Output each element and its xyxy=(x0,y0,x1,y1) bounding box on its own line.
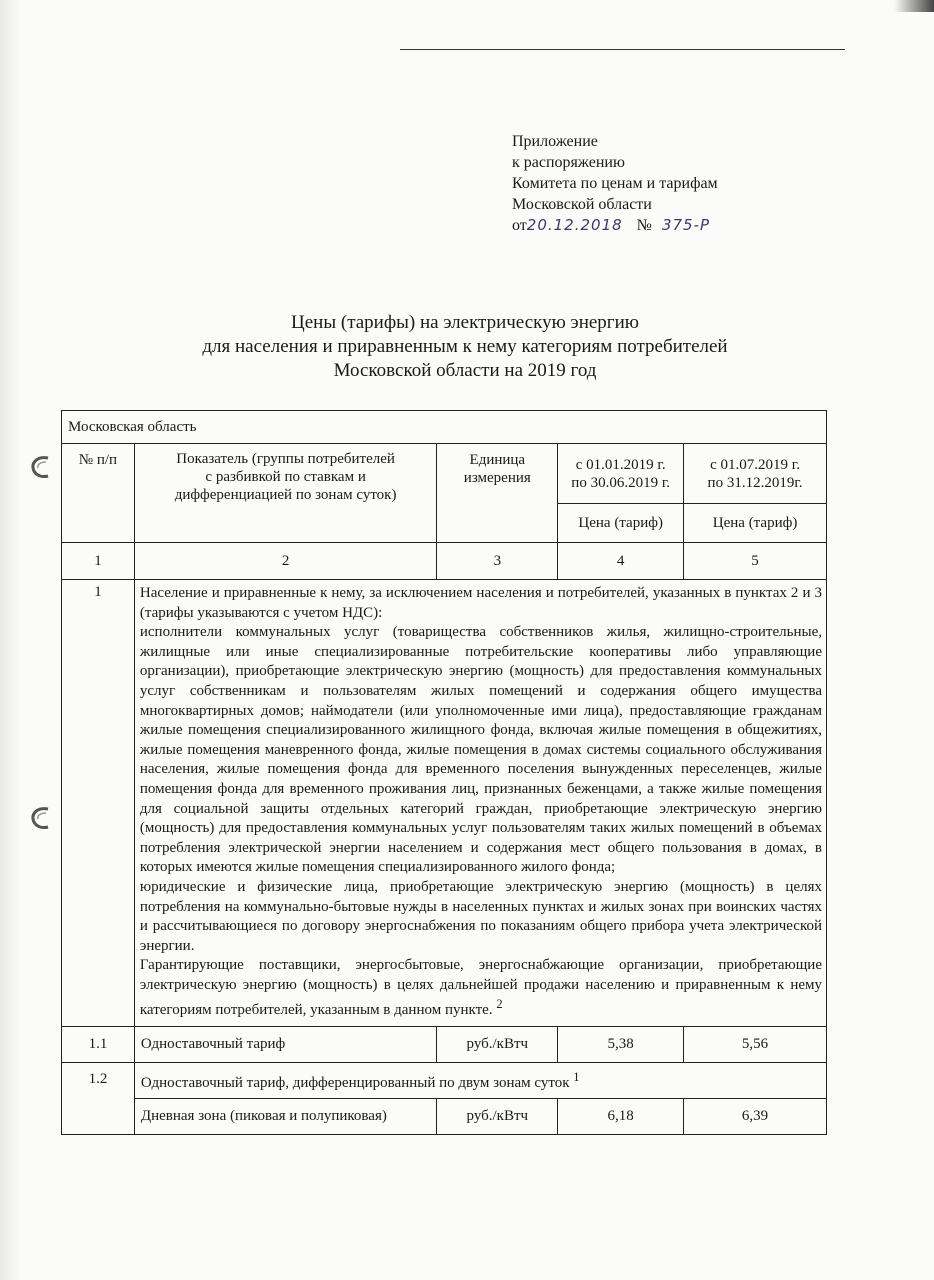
row-value: 6,18 xyxy=(558,1099,684,1135)
header-price1: Цена (тариф) xyxy=(558,504,684,543)
description-paragraph: Население и приравненные к нему, за исключением населения и потребителей, указанных в пунктах 2 и 3 (тарифы указываются с учетом НДС): xyxy=(139,585,822,621)
top-rule-line xyxy=(400,49,845,50)
header-indicator-line: Показатель (группы потребителей xyxy=(176,451,395,467)
column-number: 5 xyxy=(684,543,827,580)
header-period-line: с 01.01.2019 г. xyxy=(575,456,666,473)
header-num: № п/п xyxy=(62,444,135,543)
handwritten-number: 375-Р xyxy=(661,216,711,234)
header-period-line: с 01.07.2019 г. xyxy=(710,456,800,473)
column-number-row xyxy=(62,543,827,580)
tariff-table xyxy=(61,410,827,1135)
table-row xyxy=(62,1063,827,1099)
header-row xyxy=(62,444,827,504)
region-cell: Московская область xyxy=(62,411,827,444)
header-indicator-line: дифференциацией по зонам суток) xyxy=(174,487,397,503)
appendix-line: к распоряжению xyxy=(512,154,625,171)
header-indicator-line: с разбивкой по ставкам и xyxy=(205,469,366,485)
header-indicator xyxy=(134,444,437,543)
description-text: Гарантирующие поставщики, энергосбытовые, энергоснабжающие организации, приобретающие электрическую энергию (мощность) в целях дальнейшей продажи населению и приравненным к нему категориям потребителей, указанным в данном пункте. xyxy=(139,957,822,1019)
table-row xyxy=(62,580,827,1027)
header-period-line: по 31.12.2019г. xyxy=(707,474,803,491)
header-unit xyxy=(437,444,558,543)
description-paragraph: исполнители коммунальных услуг (товарищества собственников жилья, жилищно-строительные, жилищные или иные специализированные потребительские кооперативы либо управляющие организации), приобретающие электрическую энергию (мощность) для предоставления коммунальных услуг собственникам и пользователям жилых помещений и содержания общего имущества многоквартирных домов; наймодатели (или уполномоченные ими лица), предоставляющие гражданам жилые помещения специализированного жилищного фонда, включая жилые помещения в общежитиях, жилые помещения маневренного фонда, жилые помещения в домах системы социального обслуживания населения, жилые помещения фонда для временного поселения вынужденных переселенцев, жилые помещения фонда для временного проживания лиц, признанных беженцами, а также жилые помещения для социальной защиты отдельных категорий граждан, приобретающие электрическую энергию (мощность) для предоставления коммунальных услуг пользователям таких жилых помещений в объемах потребления электрической энергии населением и содержания мест общего пользования в домах, в которых имеются жилые помещения специализированного жилого фонда; xyxy=(139,624,822,876)
footnote-mark: 1 xyxy=(573,1069,580,1084)
number-sign: № xyxy=(636,217,652,234)
punch-hole-icon xyxy=(30,454,52,480)
header-unit-line: измерения xyxy=(463,470,531,486)
row-name xyxy=(134,1063,826,1099)
row-name: Одноставочный тариф xyxy=(134,1027,437,1063)
column-number: 4 xyxy=(558,543,684,580)
title-line: для населения и приравненным к нему категориям потребителей xyxy=(202,336,728,357)
row-name-text: Одноставочный тариф, дифференцированный по двум зонам суток xyxy=(140,1074,570,1091)
row-number: 1 xyxy=(62,580,135,1027)
region-row xyxy=(62,411,827,444)
title-line: Цены (тарифы) на электрическую энергию xyxy=(291,312,639,333)
description-paragraph: юридические и физические лица, приобретающие электрическую энергию (мощность) в целях потребления на коммунально-бытовые нужды в населенных пунктах и жилых зонах при воинских частях и рассчитывающиеся по договору энергоснабжения по показаниям общего прибора учета электрической энергии. xyxy=(139,878,822,954)
row-unit: руб./кВтч xyxy=(437,1099,558,1135)
footnote-mark: 2 xyxy=(496,997,503,1012)
header-period1 xyxy=(558,444,684,504)
appendix-block xyxy=(512,131,718,236)
appendix-line: Московской области xyxy=(512,196,652,213)
appendix-line: Комитета по ценам и тарифам xyxy=(512,175,718,192)
scan-corner-mark xyxy=(894,0,934,12)
header-unit-line: Единица xyxy=(469,452,526,468)
appendix-ot: от xyxy=(512,217,527,234)
row-description xyxy=(134,580,826,1027)
row-value: 5,38 xyxy=(558,1027,684,1063)
column-number: 2 xyxy=(134,543,437,580)
header-period-line: по 30.06.2019 г. xyxy=(571,474,671,491)
row-unit: руб./кВтч xyxy=(437,1027,558,1063)
header-price2: Цена (тариф) xyxy=(684,504,827,543)
document-title xyxy=(140,311,790,383)
appendix-line: Приложение xyxy=(512,133,598,150)
row-value: 6,39 xyxy=(684,1099,827,1135)
row-number: 1.1 xyxy=(62,1027,135,1063)
column-number: 1 xyxy=(62,543,135,580)
scan-edge-shadow xyxy=(0,0,22,1280)
row-value: 5,56 xyxy=(684,1027,827,1063)
title-line: Московской области на 2019 год xyxy=(333,360,597,381)
appendix-date-line xyxy=(512,215,718,236)
column-number: 3 xyxy=(437,543,558,580)
row-number: 1.2 xyxy=(62,1063,135,1135)
table-row xyxy=(62,1099,827,1135)
table-row xyxy=(62,1027,827,1063)
header-period2 xyxy=(684,444,827,504)
handwritten-date: 20.12.2018 xyxy=(526,216,623,234)
description-paragraph xyxy=(140,956,822,1021)
row-name: Дневная зона (пиковая и полупиковая) xyxy=(134,1099,437,1135)
punch-hole-icon xyxy=(30,805,52,831)
